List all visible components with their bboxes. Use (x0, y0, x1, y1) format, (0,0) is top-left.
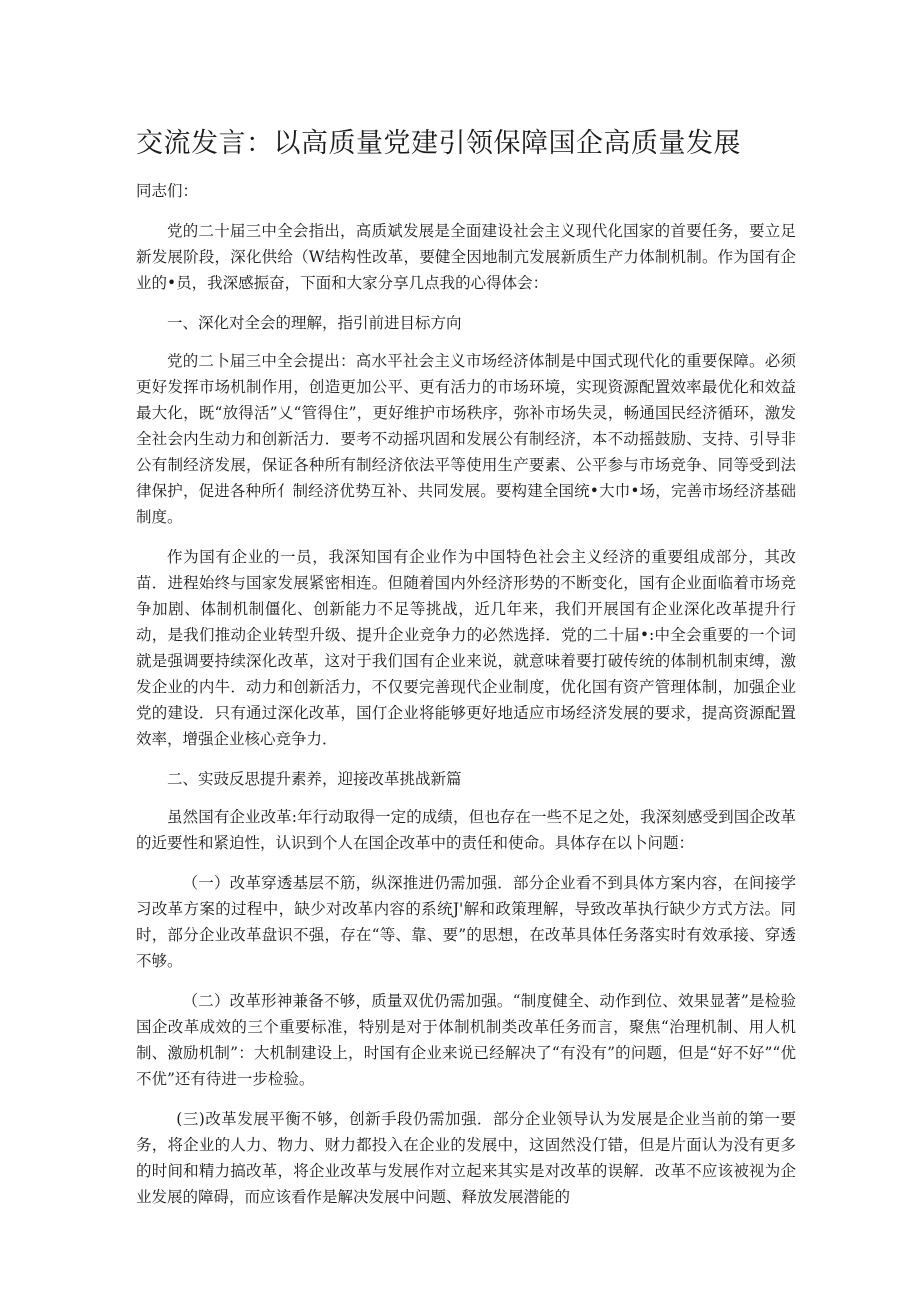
section-heading-2: 二、实豉反思提升素养，迎接改革挑战新篇 (167, 770, 462, 788)
section-heading-1: 一、深化对全会的理解，指引前进目标方向 (167, 314, 462, 332)
paragraph-section-1-b: 作为国有企业的一员，我深知国有企业作为中国特色社会主义经济的重要组成部分，其改苗．进程始终与国家发展紧密相连。但随着国内外经济形势的不断变化，国有企业面临着市场竞争加剧、体制机制僵化、创新能力不足等挑战，近几年来，我们开展国有企业深化改革提升行动，是我们推动企业转型升级、提升企业竞争力的必然选择．党的二十届•:中全会重要的一个词就是强调要持续深化改革，这对于我们国有企业来说，就意味着要打破传统的体制机制束缚，激发企业的内牛．动力和创新活力，不仅要完善现代企业制度，优化国有资产管理体制，加强企业党的建设．只有通过深化改革，国仃企业将能够更好地适应市场经济发展的要求，提高资源配置效率，增强企业核心竞争力． (136, 548, 796, 748)
paragraph-issue-3: (三)改革发展平衡不够，创新手段仍需加强．部分企业领导认为发展是企业当前的第一要务，将企业的人力、物力、财力都投入在企业的发展中，这固然没仃错，但是片面认为没有更多的时间和精力搞改革，将企业改革与发展作对立起来其实是对改革的误解．改革不应该被视为企业发展的障碍，而应该看作是解决发展中问题、释放发展潜能的 (136, 1110, 796, 1206)
paragraph-section-1-a: 党的二卜届三中全会提出：高水平社会主义市场经济体制是中国式现代化的重要保障。必须更好发挥市场机制作用，创造更加公平、更有活力的市场环境，实现资源配置效率最优化和效益最大化，既“放得活”乂“管得住”，更好维护市场秩序，弥补市场失灵，畅通国民经济循环，激发全社会内生动力和创新活力．要考不动摇巩固和发展公有制经济，本不动摇鼓励、支持、引导非公有制经济发展，保证各种所有制经济依法平等使用生产要素、公平参与市场竞争、同等受到法律保护，促进各种所亻制经济优势互补、共同发展。要构建全国统•大巾•场，完善市场经济基础制度。 (136, 352, 796, 526)
paragraph-issue-1: （一）改革穿透基层不筋，纵深推进仍需加强．部分企业看不到具体方案内容，在间接学习改革方案的过程中，缺少对改革内容的系统J'解和政策理解，导致改革执行缺少方式方法。同时，部分企业改革盘识不强，存在“等、靠、要”的思想，在改革具体任务落实时有效承接、穿透不够。 (136, 874, 796, 970)
document-title: 交流发言：以高质量党建引领保障国企高质量发展 (136, 128, 741, 159)
document-body (136, 178, 796, 1224)
paragraph-section-2-intro: 虽然国有企业改革:年行动取得一定的成绩，但也存在一些不足之处，我深刻感受到国企改革的近要性和紧迫性，认识到个人在国企改革中的责任和使命。具体存在以卜问题： (136, 808, 796, 852)
paragraph-issue-2: （二）改革形神兼备不够，质量双优仍需加强。“制度健全、动作到位、效果显著”是检验国企改革成效的三个重要标准，特别是对于体制机制类改革任务而言，聚焦“治理机制、用人机制、激励机制”：大机制建设上，时国有企业来说已经解决了“有没有”的问题，但是“好不好”“优不优”还有待进一步检验。 (136, 992, 796, 1088)
salutation: 同志们： (136, 182, 199, 200)
paragraph-intro: 党的二十届三中全会指出，高质斌发展是全面建设社会主义现代化国家的首要任务，要立足新发展阶段，深化供给（W结构性改革，要健全因地制亢发展新质生产力体制机制。作为国有企业的•员，我深感振奋，下面和大家分享几点我的心得体会： (136, 222, 796, 292)
